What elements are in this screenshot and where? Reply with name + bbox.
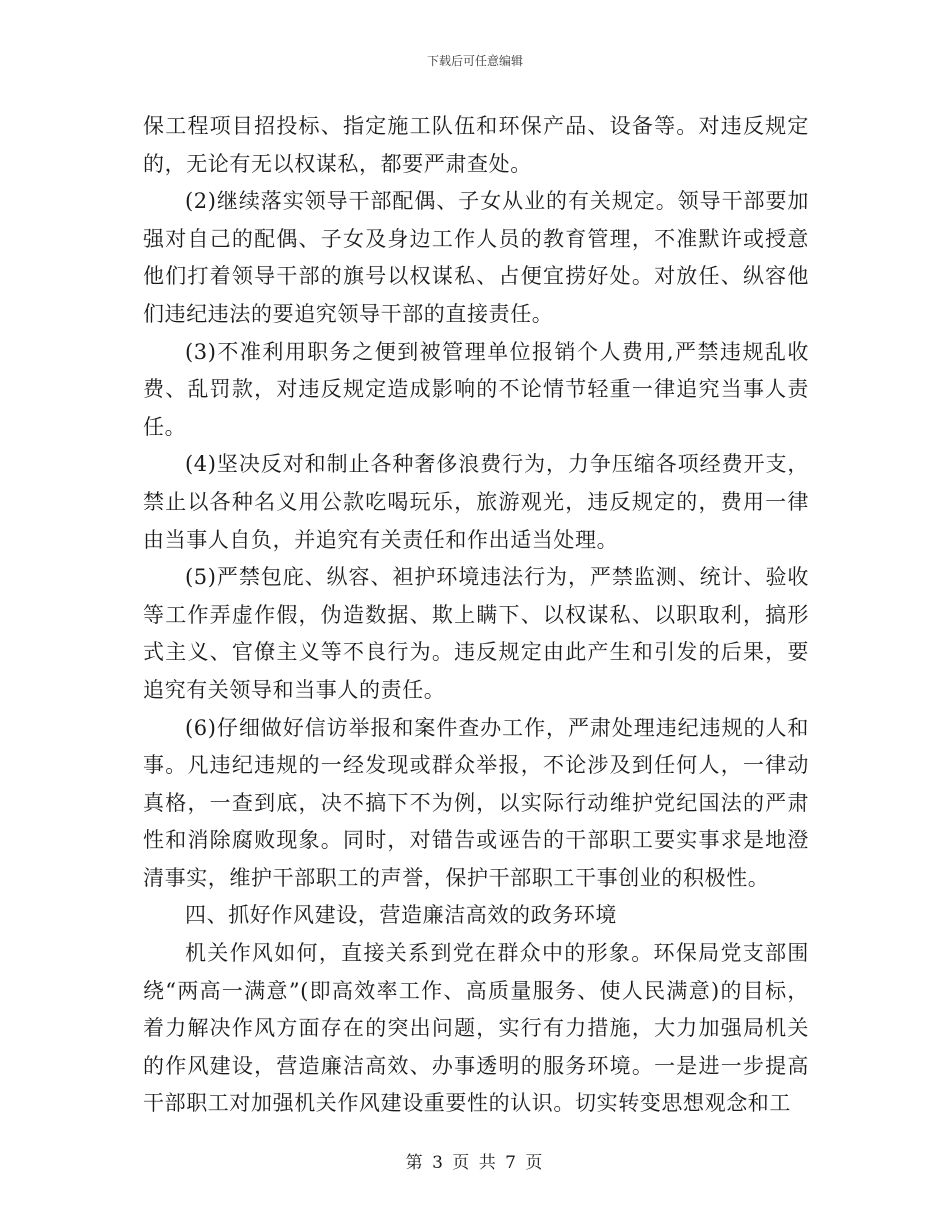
paragraph-item-4: (4)坚决反对和制止各种奢侈浪费行为，力争压缩各项经费开支，禁止以各种名义用公款吃喝玩乐，旅游观光，违反规定的，费用一律由当事人自负，并追究有关责任和作出适当处理。: [143, 452, 809, 552]
paragraph-item-3: (3)不准利用职务之便到被管理单位报销个人费用,严禁违规乱收费、乱罚款，对违反规定造成影响的不论情节轻重一律追究当事人责任。: [143, 339, 809, 439]
paragraph-continuation: 保工程项目招投标、指定施工队伍和环保产品、设备等。对违反规定的，无论有无以权谋私，都要严肃查处。: [143, 114, 809, 176]
page-header: 下载后可任意编辑: [426, 54, 523, 68]
paragraph-item-5: (5)严禁包庇、纵容、袒护环境违法行为，严禁监测、统计、验收等工作弄虚作假，伪造数据、欺上瞒下、以权谋私、以职取利，搞形式主义、官僚主义等不良行为。违反规定由此产生和引发的后果，要追究有关领导和当事人的责任。: [143, 565, 809, 702]
paragraph-item-6: (6)仔细做好信访举报和案件查办工作，严肃处理违纪违规的人和事。凡违纪违规的一经发现或群众举报，不论涉及到任何人，一律动真格，一查到底，决不搞下不为例，以实际行动维护党纪国法的严肃性和消除腐败现象。同时，对错告或诬告的干部职工要实事求是地澄清事实，维护干部职工的声誉，保护干部职工干事创业的积极性。: [143, 715, 809, 890]
section-heading: 四、抓好作风建设，营造廉洁高效的政务环境: [185, 903, 617, 928]
paragraph-item-2: (2)继续落实领导干部配偶、子女从业的有关规定。领导干部要加强对自己的配偶、子女及身边工作人员的教育管理，不准默许或授意他们打着领导干部的旗号以权谋私、占便宜捞好处。对放任、纵容他们违纪违法的要追究领导干部的直接责任。: [143, 189, 809, 326]
document-body: [143, 108, 809, 1123]
page-footer: 第 3 页 共 7 页: [405, 1153, 545, 1173]
paragraph-section-body: 机关作风如何，直接关系到党在群众中的形象。环保局党支部围绕“两高一满意”(即高效率工作、高质量服务、使人民满意)的目标，着力解决作风方面存在的突出问题，实行有力措施，大力加强局机关的作风建设，营造廉洁高效、办事透明的服务环境。一是进一步提高干部职工对加强机关作风建设重要性的认识。切实转变思想观念和工: [143, 941, 809, 1116]
